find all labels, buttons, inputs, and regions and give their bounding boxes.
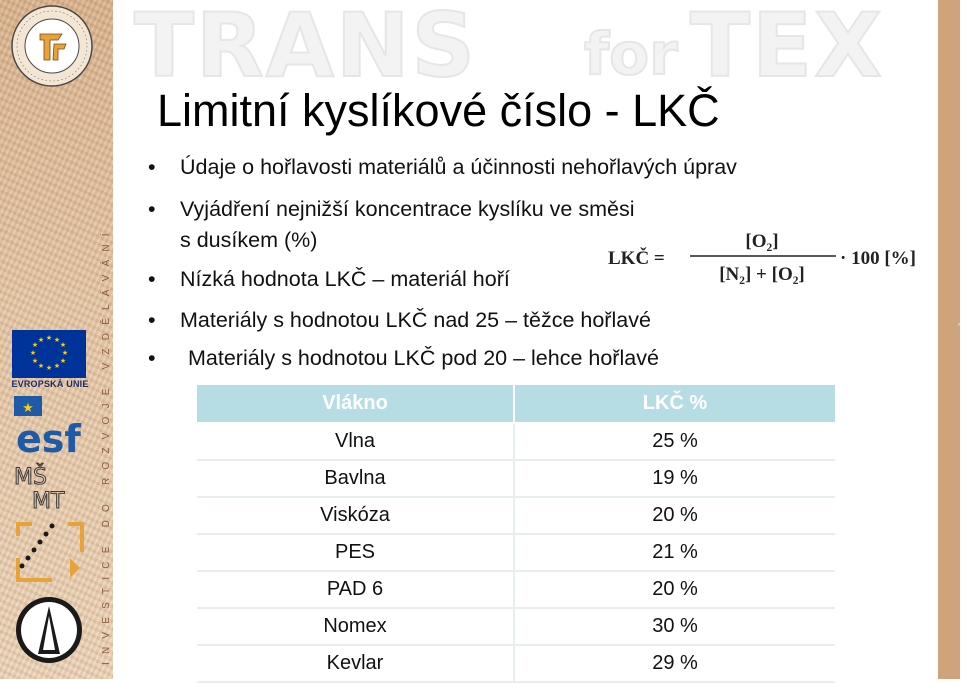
right-strip <box>938 0 960 679</box>
svg-text:★: ★ <box>61 349 69 357</box>
bullet-dot-icon: • <box>148 267 156 291</box>
formula-lhs: LKČ = <box>608 248 665 269</box>
lkc-cell: 21 % <box>514 534 835 571</box>
svg-text:★: ★ <box>59 341 67 349</box>
svg-text:★: ★ <box>45 364 53 372</box>
svg-text:MT: MT <box>32 489 65 514</box>
bullet-text: Materiály s hodnotou LKČ nad 25 – těžce hořlavé <box>180 308 651 332</box>
fiber-cell: Nomex <box>197 608 514 645</box>
technical-logo-icon <box>14 594 84 666</box>
lkc-cell: 25 % <box>514 423 835 460</box>
fiber-cell: Viskóza <box>197 497 514 534</box>
eu-flag-icon <box>12 330 86 378</box>
table-row <box>197 608 835 645</box>
svg-text:★: ★ <box>31 357 39 365</box>
table-row <box>197 571 835 608</box>
table-row <box>197 645 835 682</box>
svg-text:★: ★ <box>45 334 53 342</box>
lkc-cell: 19 % <box>514 460 835 497</box>
fiber-cell: Bavlna <box>197 460 514 497</box>
bullet-text: Údaje o hořlavosti materiálů a účinnosti nehořlavých úprav <box>180 155 737 179</box>
table-row <box>197 460 835 497</box>
bullet-text-continuation: s dusíkem (%) <box>180 228 318 252</box>
bullet-dot-icon: • <box>148 155 156 179</box>
eu-label: EVROPSKÁ UNIE <box>11 379 89 389</box>
table-row <box>197 497 835 534</box>
left-sidebar <box>0 0 113 679</box>
bullet-text: Materiály s hodnotou LKČ pod 20 – lehce hořlavé <box>188 346 659 370</box>
bullet-dot-icon: • <box>148 197 156 221</box>
university-logo-icon <box>10 4 94 88</box>
table-header-row <box>197 385 835 423</box>
bullet-dot-icon: • <box>148 346 156 370</box>
lkc-cell: 20 % <box>514 571 835 608</box>
lkc-cell: 29 % <box>514 645 835 682</box>
watermark-trans: TRANS <box>134 0 477 97</box>
column-header-fiber: Vlákno <box>197 385 514 423</box>
fiber-cell: Vlna <box>197 423 514 460</box>
lkc-cell: 20 % <box>514 497 835 534</box>
svg-text:★: ★ <box>53 362 61 370</box>
bullet-dot-icon: • <box>148 308 156 332</box>
svg-text:★: ★ <box>53 336 61 344</box>
svg-text:★: ★ <box>22 401 34 416</box>
watermark-for: for <box>584 20 678 88</box>
table-row <box>197 423 835 460</box>
table-row <box>197 534 835 571</box>
op-vk-logo-icon <box>12 518 88 586</box>
bullet-text: Nízká hodnota LKČ – materiál hoří <box>180 267 510 291</box>
svg-text:★: ★ <box>29 349 37 357</box>
formula-multiplier: · 100 [%] <box>840 248 916 269</box>
bullet-text: Vyjádření nejnižší koncentrace kyslíku ve směsi <box>180 197 635 221</box>
investice-vertical-text: INVESTICE DO ROZVOJE VZDĚLÁVÁNÍ <box>101 225 112 665</box>
svg-text:MŠ: MŠ <box>14 465 47 490</box>
lkc-cell: 30 % <box>514 608 835 645</box>
column-header-lkc: LKČ % <box>514 385 835 423</box>
fiber-cell: Kevlar <box>197 645 514 682</box>
lkc-formula <box>604 226 938 292</box>
formula-numerator: [O₂] <box>745 231 779 252</box>
svg-text:esf: esf <box>16 417 81 461</box>
formula-denominator: [N₂] + [O₂] <box>719 264 805 285</box>
svg-text:★: ★ <box>31 341 39 349</box>
svg-text:★: ★ <box>59 357 67 365</box>
esf-logo-icon <box>12 394 88 461</box>
lkc-table <box>197 385 835 683</box>
msmt-logo-icon <box>12 462 88 512</box>
fiber-cell: PAD 6 <box>197 571 514 608</box>
fiber-cell: PES <box>197 534 514 571</box>
svg-text:★: ★ <box>37 336 45 344</box>
svg-text:★: ★ <box>37 362 45 370</box>
watermark-tex: TEX <box>690 0 884 97</box>
slide-title: Limitní kyslíkové číslo - LKČ <box>157 85 720 136</box>
cofinancing-vertical-text: Tato prezentace je spolufinancována Evropským sociálním fondem a státním rozpočtem České republiky <box>958 266 968 664</box>
